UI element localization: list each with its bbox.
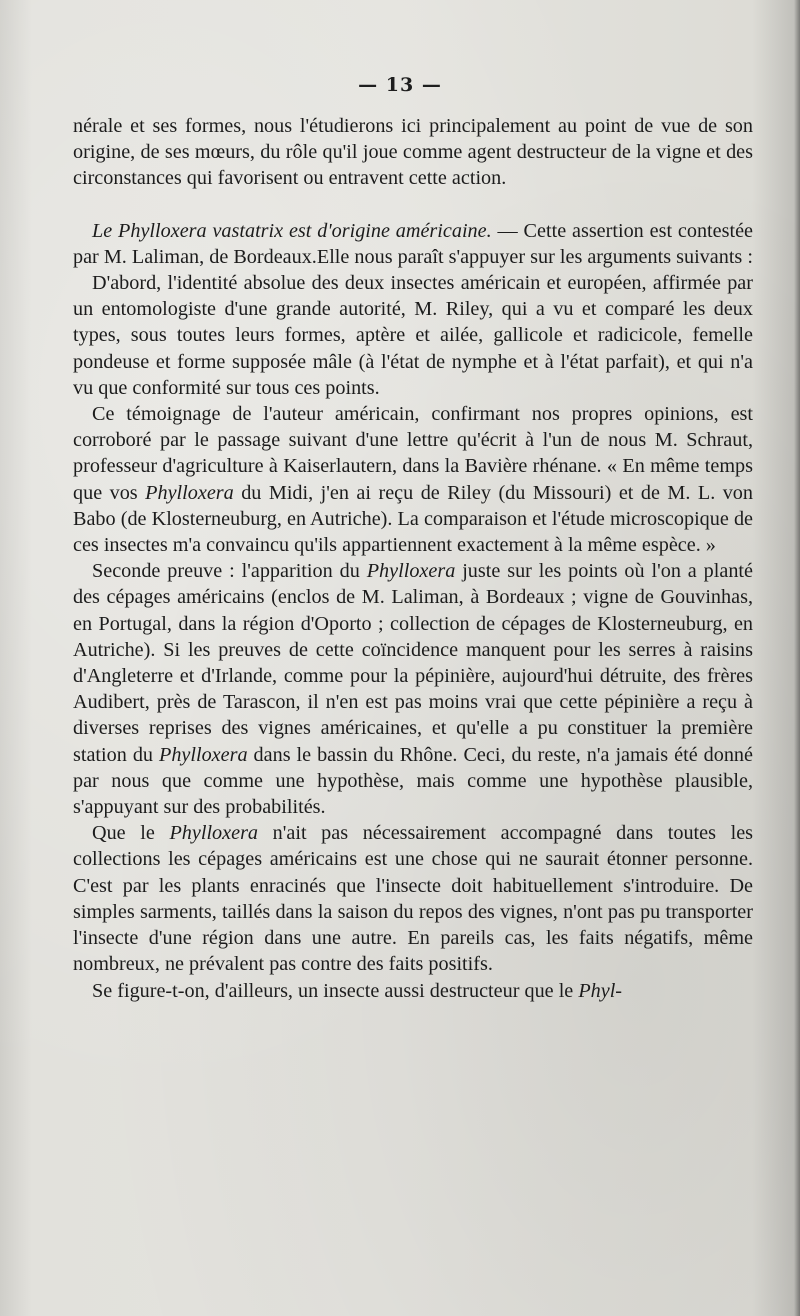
text-run: Se figure-t-on, d'ailleurs, un insecte aussi destructeur que le xyxy=(92,979,579,1002)
text-run: D'abord, l'identité absolue des deux insectes américain et européen, affirmée par un entomologiste d'une grande autorité, M. Riley, qui a vu et comparé les deux types, sous toutes leurs formes, aptère et ailée, gallicole et radicicole, femelle pondeuse et forme supposée mâle (à l'état de nymphe et à l'état parfait), et qui n'a vu que conformité sur tous ces points. xyxy=(73,272,753,399)
paragraph xyxy=(73,270,753,401)
text-run: Que le xyxy=(92,822,170,845)
paragraph xyxy=(73,558,753,820)
text-run: — Cette assertion est contestée par M. Laliman, de Bordeaux.Elle nous paraît s'appuyer sur les arguments suivants : xyxy=(73,219,753,268)
italic-run: Phylloxera xyxy=(169,822,259,845)
italic-run: Phyl- xyxy=(578,979,623,1002)
italic-run: Le Phylloxera vastatrix est d'origine américaine. xyxy=(92,219,492,242)
text-run: du Midi, j'en ai reçu de Riley (du Missouri) et de M. L. von Babo (de Klosterneuburg, en Autriche). La comparaison et l'étude microscopique de ces insectes m'a convaincu qu'ils appartiennent exactement à la même espèce. » xyxy=(73,481,753,557)
page-number: — 13 — xyxy=(358,74,442,96)
text-run: juste sur les points où l'on a planté des cépages américains (enclos de M. Laliman, à Bordeaux ; vigne de Gouvinhas, en Portugal, dans la région d'Oporto ; collection de cépages de Klosterneuburg, en Autriche). Si les preuves de cette coïncidence manquent pour les serres à raisins d'Angleterre et d'Irlande, comme pour la pépinière, aujourd'hui détruite, des frères Audibert, près de Tarascon, il n'en est pas moins vrai que cette pépinière a reçu à diverses reprises des vignes américaines, et qu'elle a pu constituer la première station du xyxy=(73,560,753,766)
italic-run: Phylloxera xyxy=(366,560,456,583)
italic-run: Phylloxera xyxy=(158,743,248,766)
italic-run: Phylloxera xyxy=(145,481,234,504)
text-run: n'ait pas nécessairement accompagné dans toutes les collections les cépages américains est une chose qui ne saurait étonner personne. C'est par les plants enracinés que l'insecte doit habituellement s'introduire. De simples sarments, taillés dans la saison du repos des vignes, n'ont pas pu transporter l'insecte d'une région dans une autre. En pareils cas, les faits négatifs, même nombreux, ne prévalent pas contre des faits positifs. xyxy=(73,822,754,976)
paragraph-last xyxy=(73,978,753,1004)
text-run: dans le bassin du Rhône. Ceci, du reste, n'a jamais été donné par nous que comme une hypothèse, mais comme une hypothèse plausible, s'appuyant sur des probabilités. xyxy=(73,743,753,819)
page-edge-shadow xyxy=(794,0,800,1316)
paragraph-section-heading xyxy=(73,218,753,270)
text-run: nérale et ses formes, nous l'étudierons ici principalement au point de vue de son origine, de ses mœurs, du rôle qu'il joue comme agent destructeur de la vigne et des circonstances qui favorisent ou entravent cette action. xyxy=(73,115,753,190)
body-text xyxy=(73,113,753,1004)
text-run: Ce témoignage de l'auteur américain, confirmant nos propres opinions, est corroboré par le passage suivant d'une lettre qu'écrit à l'un de nous M. Schraut, professeur d'agriculture à Kaiserlautern, dans la Bavière rhénane. « En même temps que vos xyxy=(73,403,753,504)
text-run: Seconde preuve : l'apparition du xyxy=(92,560,367,583)
paragraph xyxy=(73,820,753,977)
paragraph xyxy=(73,113,753,192)
paragraph xyxy=(73,401,753,558)
